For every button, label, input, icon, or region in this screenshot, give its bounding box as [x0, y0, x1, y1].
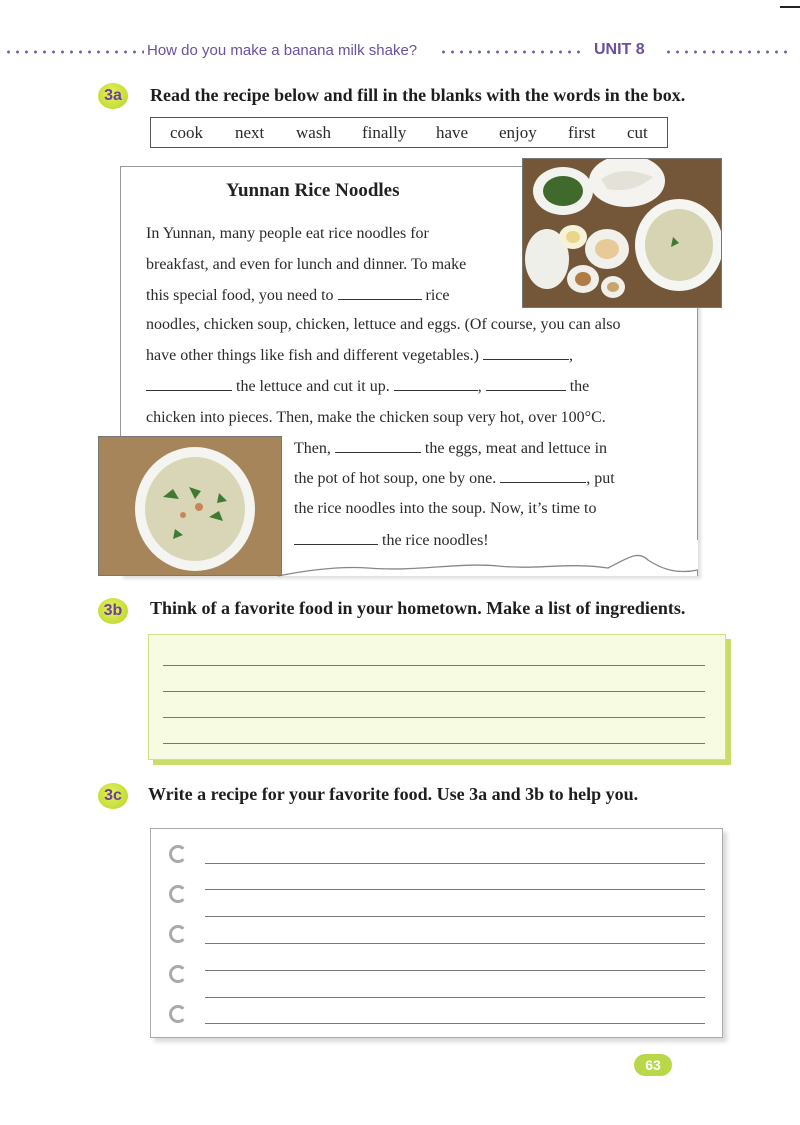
- recipe-line: [146, 287, 450, 305]
- instruction-3a: Read the recipe below and fill in the blanks with the words in the box.: [150, 85, 686, 105]
- recipe-line: breakfast, and even for lunch and dinner. To make: [146, 256, 467, 273]
- header-dots-right: [664, 50, 788, 54]
- recipe-line: [294, 532, 489, 550]
- recipe-text: the: [569, 378, 590, 395]
- word-box-item: have: [436, 123, 469, 142]
- writing-line[interactable]: [205, 970, 705, 971]
- binder-ring-icon: [169, 885, 187, 903]
- word-box-item: wash: [296, 123, 331, 142]
- recipe-text: the pot of hot soup, one by one.: [294, 470, 497, 487]
- binder-ring-icon: [169, 1005, 187, 1023]
- word-box-item: cut: [627, 123, 648, 142]
- word-box-item: next: [235, 123, 265, 142]
- blank-7[interactable]: [500, 470, 586, 483]
- writing-line[interactable]: [205, 1023, 705, 1024]
- recipe-line: In Yunnan, many people eat rice noodles for: [146, 225, 429, 242]
- unit-label: UNIT 8: [594, 41, 645, 58]
- badge-3b: 3b: [98, 598, 128, 624]
- header-dots-left: [4, 50, 144, 54]
- writing-line[interactable]: [205, 997, 705, 998]
- recipe-text: rice: [425, 287, 450, 304]
- soup-bowl-photo: [98, 436, 282, 576]
- recipe-text: this special food, you need to: [146, 287, 334, 304]
- word-box-item: enjoy: [499, 123, 537, 142]
- recipe-line: chicken into pieces. Then, make the chicken soup very hot, over 100°C.: [146, 409, 606, 426]
- word-box: [150, 117, 668, 148]
- writing-line[interactable]: [205, 943, 705, 944]
- writing-line[interactable]: [163, 717, 705, 718]
- recipe-line: noodles, chicken soup, chicken, lettuce and eggs. (Of course, you can also: [146, 316, 621, 333]
- ingredients-list-box[interactable]: [148, 634, 726, 760]
- blank-3[interactable]: [146, 378, 232, 391]
- word-box-item: cook: [170, 123, 204, 142]
- page-header: [0, 40, 800, 64]
- instruction-3c: Write a recipe for your favorite food. Use 3a and 3b to help you.: [148, 784, 639, 804]
- recipe-text: the lettuce and cut it up.: [236, 378, 390, 395]
- recipe-line: [294, 470, 615, 488]
- word-box-item: finally: [362, 123, 407, 142]
- writing-line[interactable]: [205, 889, 705, 890]
- recipe-line: [146, 378, 589, 396]
- corner-mark: [780, 6, 800, 8]
- badge-3c: 3c: [98, 783, 128, 809]
- binder-ring-icon: [169, 925, 187, 943]
- blank-5[interactable]: [486, 378, 566, 391]
- writing-line[interactable]: [163, 743, 705, 744]
- recipe-writing-box[interactable]: [150, 828, 723, 1038]
- rice-noodle-table-photo: [522, 158, 722, 308]
- binder-ring-icon: [169, 845, 187, 863]
- binder-ring-icon: [169, 965, 187, 983]
- writing-line[interactable]: [163, 691, 705, 692]
- recipe-text: Then,: [294, 440, 331, 457]
- recipe-text: the eggs, meat and lettuce in: [424, 440, 608, 457]
- recipe-line: [294, 440, 607, 458]
- blank-1[interactable]: [338, 287, 422, 300]
- recipe-text: have other things like fish and different vegetables.): [146, 347, 479, 364]
- blank-8[interactable]: [294, 532, 378, 545]
- rice-noodle-table-illustration: [523, 159, 721, 307]
- header-dots-middle: [439, 50, 585, 54]
- writing-line[interactable]: [163, 665, 705, 666]
- word-box-item: first: [568, 123, 596, 142]
- badge-3a: 3a: [98, 83, 128, 109]
- recipe-title-text: Yunnan Rice Noodles: [226, 180, 400, 201]
- recipe-text: ,: [477, 378, 482, 395]
- recipe-line: [146, 347, 573, 365]
- blank-6[interactable]: [335, 440, 421, 453]
- soup-bowl-illustration: [99, 437, 281, 575]
- blank-4[interactable]: [394, 378, 478, 391]
- blank-2[interactable]: [483, 347, 569, 360]
- writing-line[interactable]: [205, 863, 705, 864]
- recipe-line: the rice noodles into the soup. Now, it’s time to: [294, 500, 597, 517]
- recipe-text: , put: [586, 470, 615, 487]
- recipe-text: the rice noodles!: [382, 532, 489, 549]
- instruction-3b: Think of a favorite food in your hometown. Make a list of ingredients.: [150, 598, 686, 618]
- recipe-text: ,: [568, 347, 573, 364]
- writing-line[interactable]: [205, 916, 705, 917]
- page-number: 63: [634, 1054, 672, 1076]
- header-title: How do you make a banana milk shake?: [147, 42, 418, 59]
